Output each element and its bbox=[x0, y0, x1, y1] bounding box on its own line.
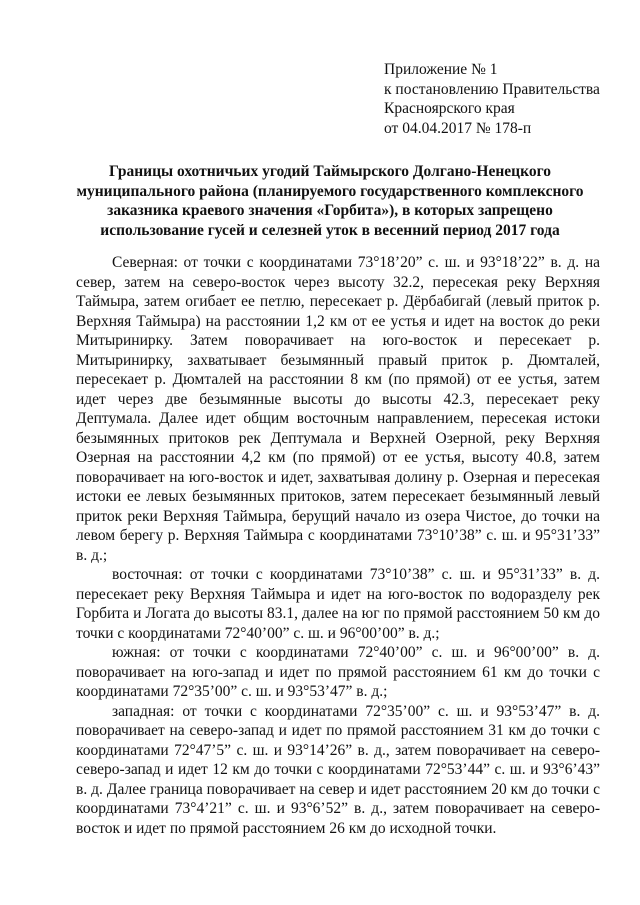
document-title bbox=[70, 162, 590, 240]
appendix-resolution-line: к постановлению Правительства bbox=[384, 80, 600, 98]
western-boundary-paragraph: западная: от точки с координатами 72°35’00” с. ш. и 93°53’47” в. д. поворачивает на северо-запад и идет по прямой расстоянием 31 км до точки с координатами 72°47’5” с. ш. и 93°14’26” в. д., затем поворачивает на северо-северо-запад и идет 12 км до точки с координатами 72°53’44” с. ш. и 93°6’43” в. д. Далее граница поворачивает на север и идет расстоянием 20 км до точки с координатами 73°4’21” с. ш. и 93°6’52” в. д., затем поворачивает на северо-восток и идет по прямой расстоянием 26 км до исходной точки. bbox=[76, 702, 600, 837]
appendix-date-line: от 04.04.2017 № 178-п bbox=[384, 119, 532, 137]
northern-boundary-paragraph: Северная: от точки с координатами 73°18’20” с. ш. и 93°18’22” в. д. на север, затем на северо-восток через высоту 32.2, пересекая реку Верхняя Таймыра, затем огибает ее петлю, пересекает р. Дёрбабигай (левый приток р. Верхняя Таймыра) на расстоянии 1,2 км от ее устья и идет на восток до реки Митыринирку. Затем поворачивает на юго-восток и пересекает р. Митыринирку, захватывает безымянный правый приток р. Дюмталей, пересекает р. Дюмталей на расстоянии 8 км (по прямой) от ее устья, затем идет через две безымянные высоты до высоты 42.3, пересекает реку Дептумала. Далее идет общим восточным направлением, пересекая истоки безымянных притоков рек Дептумала и Верхней Озерной, реку Верхняя Озерная на расстоянии 4,2 км (по прямой) от ее устья, высоту 40.8, затем поворачивает на юго-восток и идет, захватывая долину р. Озерная и пересекая истоки ее левых безымянных притоков, затем пересекает безымянный левый приток реки Верхняя Таймыра, берущий начало из озера Чистое, до точки на левом берегу р. Верхняя Таймыра с координатами 73°10’38” с. ш. и 95°31’33” в. д.; bbox=[76, 254, 600, 564]
appendix-region-line: Красноярского края bbox=[384, 100, 515, 117]
appendix-number: Приложение № 1 bbox=[384, 61, 498, 78]
title-line: Границы охотничьих угодий Таймырского Долгано-Ненецкого bbox=[109, 163, 551, 180]
eastern-boundary-paragraph: восточная: от точки с координатами 73°10’38” с. ш. и 95°31’33” в. д. пересекает реку Верхняя Таймыра и идет на юго-восток по водоразделу рек Горбита и Логата до высоты 83.1, далее на юг по прямой расстоянием 50 км до точки с координатами 72°40’00” с. ш. и 96°00’00” в. д.; bbox=[76, 566, 600, 642]
title-line: заказника краевого значения «Горбита»), в которых запрещено bbox=[107, 202, 553, 219]
southern-boundary-paragraph: южная: от точки с координатами 72°40’00” с. ш. и 96°00’00” в. д. поворачивает на юго-запад и идет по прямой расстоянием 61 км до точки с координатами 72°35’00” с. ш. и 93°53’47” в. д.; bbox=[76, 644, 600, 700]
title-line: муниципального района (планируемого государственного комплексного bbox=[76, 182, 584, 200]
document-body bbox=[76, 253, 600, 838]
title-line: использование гусей и селезней уток в весенний период 2017 года bbox=[100, 221, 560, 239]
appendix-header bbox=[384, 60, 600, 138]
